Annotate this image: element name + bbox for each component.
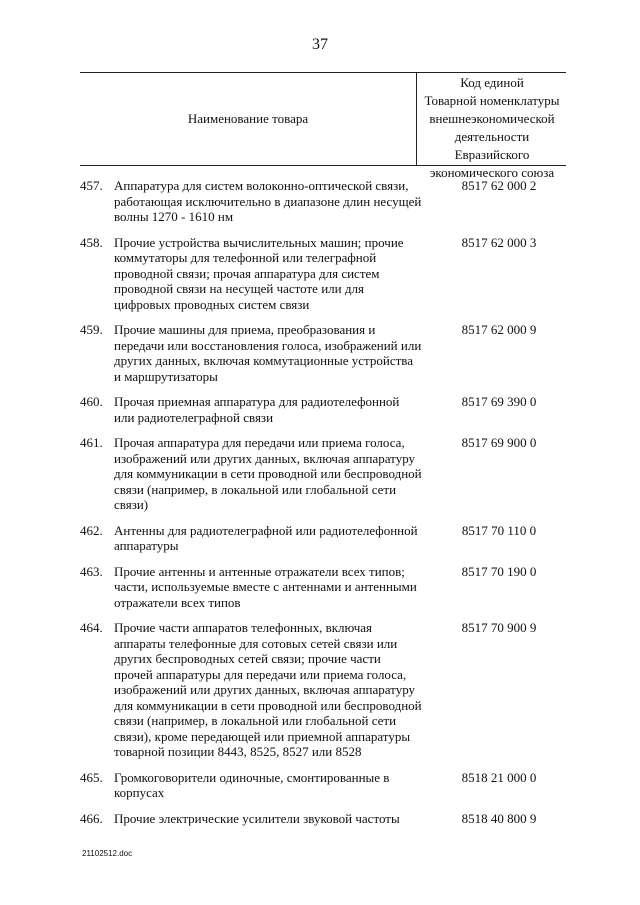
row-code: 8517 62 000 3 — [461, 234, 537, 250]
header-code-line: внешнеэкономической — [429, 111, 555, 126]
row-description — [114, 811, 428, 827]
row-number: 466. — [80, 810, 103, 826]
table-row — [80, 564, 570, 611]
description-line: Антенны для радиотелеграфной или радиотелефонной — [114, 522, 418, 538]
document-filename: 21102512.doc — [82, 849, 133, 858]
description-line: Прочие машины для приема, преобразования и — [114, 322, 376, 337]
description-line: Прочая аппаратура для передачи или приема голоса, — [114, 435, 405, 450]
row-description — [114, 394, 428, 425]
table-row — [80, 770, 570, 801]
row-number: 463. — [80, 563, 103, 579]
description-line: связи), кроме передающей или приемной аппаратуры — [114, 728, 411, 744]
row-number: 461. — [80, 435, 103, 450]
table-row — [80, 811, 570, 827]
description-line: проводной связи на несущей частоте или для — [114, 281, 364, 296]
description-line: для коммуникации в сети проводной или беспроводной — [114, 466, 422, 481]
row-description — [114, 178, 428, 225]
row-code: 8517 70 900 9 — [461, 620, 537, 635]
header-code-column — [416, 73, 567, 180]
description-line: волны 1270 - 1610 нм — [114, 209, 234, 224]
description-line: связи (например, в локальной или глобальной сети — [114, 481, 397, 497]
row-code: 8517 69 390 0 — [461, 394, 537, 409]
description-line: проводной связи; прочая аппаратура для систем — [114, 265, 380, 281]
description-line: Прочая приемная аппаратура для радиотелефонной — [114, 394, 400, 409]
table-row — [80, 435, 570, 513]
table-header — [80, 72, 566, 180]
row-code: 8517 69 900 0 — [461, 435, 537, 450]
table-row — [80, 322, 570, 384]
description-line: других данных, включая коммутационные устройства — [114, 353, 414, 368]
table-row — [80, 394, 570, 425]
row-number: 465. — [80, 769, 103, 785]
row-description — [114, 322, 428, 384]
description-line: части, используемые вместе с антеннами и антенными — [114, 579, 417, 594]
description-line: аппараты телефонные для сотовых сетей связи или — [114, 635, 398, 651]
description-line: прочей аппаратуры для передачи или приема голоса, — [114, 666, 407, 682]
description-line: передачи или восстановления голоса, изображений или — [114, 337, 422, 353]
row-number: 458. — [80, 234, 103, 250]
header-code-line: Евразийского — [454, 147, 530, 162]
row-number: 457. — [80, 178, 103, 193]
description-line: Прочие антенны и антенные отражатели всех типов; — [114, 563, 405, 579]
description-line: Прочие электрические усилители звуковой частоты — [114, 810, 400, 826]
row-number: 464. — [80, 620, 103, 635]
table-row — [80, 620, 570, 760]
row-code: 8517 62 000 9 — [461, 322, 537, 337]
header-code-line: деятельности — [454, 129, 530, 144]
page-number: 37 — [312, 36, 328, 53]
description-line: коммутаторы для телефонной или телеграфной — [114, 250, 377, 265]
description-line: цифровых проводных систем связи — [114, 296, 310, 312]
description-line: отражатели всех типов — [114, 594, 241, 610]
header-code-line: Код единой — [460, 75, 524, 90]
row-description — [114, 523, 428, 554]
description-line: Громкоговорители одиночные, смонтированные в — [114, 769, 390, 785]
row-code: 8518 21 000 0 — [461, 769, 537, 785]
row-number: 460. — [80, 394, 103, 409]
row-code: 8517 70 110 0 — [461, 522, 537, 538]
table-body — [80, 178, 570, 836]
table-row — [80, 178, 570, 225]
description-line: связи) — [114, 497, 149, 512]
row-description — [114, 770, 428, 801]
description-line: для коммуникации в сети проводной или беспроводной — [114, 697, 422, 713]
table-row — [80, 523, 570, 554]
table-row — [80, 235, 570, 313]
description-line: других беспроводных сетей связи; прочие части — [114, 651, 381, 666]
description-line: товарной позиции 8443, 8525, 8527 или 8528 — [114, 744, 362, 759]
description-line: и маршрутизаторы — [114, 368, 218, 384]
description-line: работающая исключительно в диапазоне длин несущей — [114, 193, 422, 209]
description-line: корпусах — [114, 785, 165, 800]
description-line: изображений или других данных, включая аппаратуру — [114, 682, 416, 697]
row-description — [114, 564, 428, 611]
description-line: связи (например, в локальной или глобальной сети — [114, 713, 397, 728]
description-line: Аппаратура для систем волоконно-оптической связи, — [114, 178, 409, 193]
row-code: 8518 40 800 9 — [461, 810, 537, 826]
header-name-column: Наименование товара — [187, 111, 309, 126]
row-number: 459. — [80, 322, 103, 337]
description-line: или радиотелеграфной связи — [114, 409, 274, 425]
description-line: Прочие части аппаратов телефонных, включая — [114, 620, 373, 635]
row-number: 462. — [80, 522, 103, 538]
description-line: изображений или других данных, включая аппаратуру — [114, 450, 416, 466]
header-code-line: Товарной номенклатуры — [424, 93, 560, 108]
description-line: аппаратуры — [114, 538, 179, 553]
row-code: 8517 70 190 0 — [461, 563, 537, 579]
row-description — [114, 620, 428, 760]
row-code: 8517 62 000 2 — [461, 178, 537, 193]
row-description — [114, 235, 428, 313]
header-code-line: экономического союза — [429, 165, 555, 180]
row-description — [114, 435, 428, 513]
description-line: Прочие устройства вычислительных машин; прочие — [114, 234, 404, 250]
